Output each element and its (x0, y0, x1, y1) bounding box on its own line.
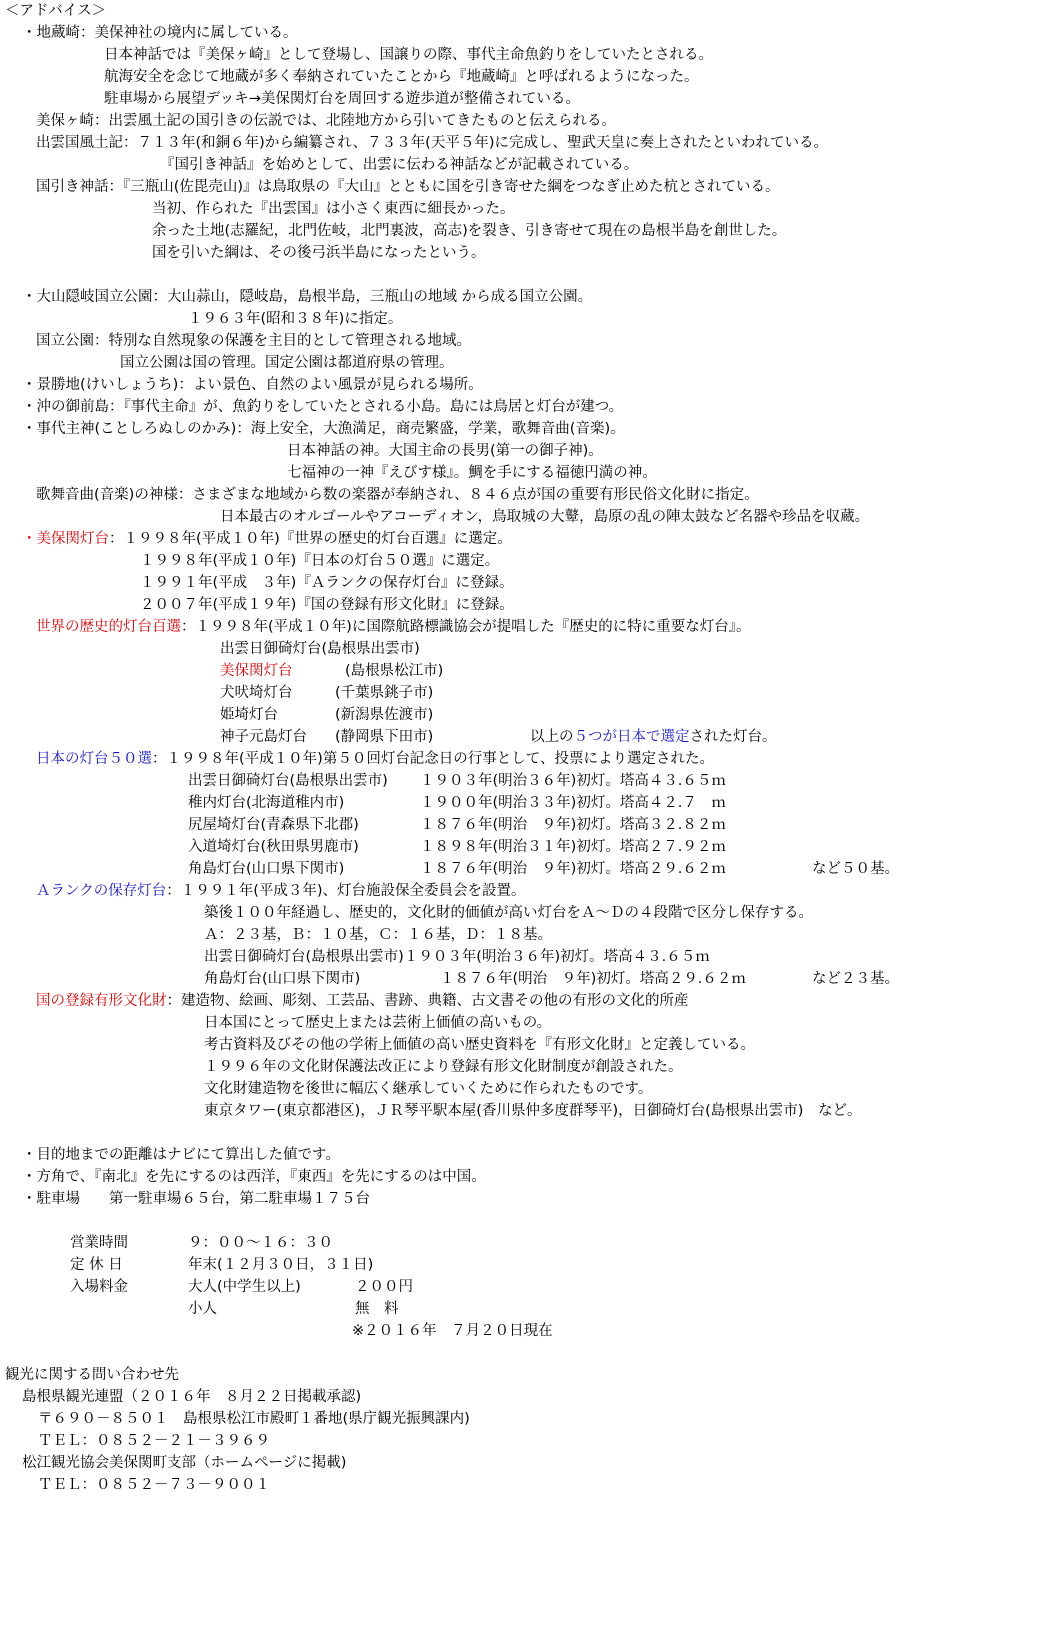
contact-org-2: 松江観光協会美保関町支部（ホームページに掲載) (22, 1455, 347, 1471)
direction-note: ・方角で、『南北』を先にするのは西洋，『東西』を先にするのは中国。 (22, 1169, 486, 1185)
park-line-4: 国立公園は国の管理。国定公園は都道府県の管理。 (120, 355, 454, 371)
arank-line-5-info: １８７６年(明治 ９年)初灯。塔高２９.６２ｍ (440, 971, 746, 987)
hyakusen-item-location: (静岡県下田市) (335, 729, 434, 745)
gojusen-row-name: 出雲日御碕灯台(島根県出雲市) (188, 773, 388, 789)
kotoshiro-line-2: 日本神話の神。大国主命の長男(第一の御子神)。 (287, 443, 603, 459)
fee-adult-value: ２００円 (355, 1279, 413, 1295)
arank-tail: など２３基。 (812, 971, 899, 987)
parking-note: ・駐車場 第一駐車場６５台，第二駐車場１７５台 (22, 1191, 370, 1207)
okinomimae-line: ・沖の御前島：『事代主命』が、魚釣りをしていたとされる小島。島には鳥居と灯台が建つ。 (22, 399, 624, 415)
arank-line-2: 築後１００年経過し、歴史的，文化財的価値が高い灯台をＡ～Ｄの４段階で区分し保存する。 (204, 905, 813, 921)
fee-adult-label: 大人(中学生以上) (188, 1279, 301, 1295)
mihonoseki-text-1: ：１９９８年(平成１０年)『世界の歴史的灯台百選』に選定。 (109, 531, 512, 547)
jizo-line-4: 駐車場から展望デッキ→美保関灯台を周回する遊歩道が整備されている。 (104, 91, 580, 107)
mihonoseki-line-2: １９９８年(平成１０年)『日本の灯台５０選』に選定。 (140, 553, 500, 569)
mihonoseki-line-1 (22, 528, 512, 550)
gojusen-row-name: 稚内灯台(北海道稚内市) (188, 795, 345, 811)
contact-title: 観光に関する問い合わせ先 (5, 1367, 179, 1383)
arank-text-1: ：１９９１年(平成３年)、灯台施設保全委員会を設置。 (166, 883, 526, 899)
hyakusen-note (530, 726, 777, 748)
gojusen-row-info: １８９８年(明治３１年)初灯。塔高２７.９２ｍ (420, 839, 726, 855)
kabu-line-1: 歌舞音曲(音楽)の神様：さまざまな地域から数の楽器が奉納され、８４６点が国の重要有形民俗文化財に指定。 (36, 487, 759, 503)
mihonoseki-label: ・美保関灯台 (22, 531, 109, 547)
hyakusen-text-1: ：１９９８年(平成１０年)に国際航路標識協会が提唱した『歴史的に特に重要な灯台』。 (181, 619, 751, 635)
kunibiki-line-1: 国引き神話：『三瓶山(佐毘売山)』は鳥取県の『大山』とともに国を引き寄せた綱をつなぎ止めた杭とされている。 (36, 179, 780, 195)
as-of-date: ※２０１６年 ７月２０日現在 (352, 1323, 553, 1339)
gojusen-label: 日本の灯台５０選 (36, 751, 152, 767)
kunibiki-line-2: 当初、作られた『出雲国』は小さく東西に細長かった。 (152, 201, 515, 217)
mihonoseki-line-4: ２００７年(平成１９年)『国の登録有形文化財』に登録。 (140, 597, 514, 613)
hyakusen-item-location: (新潟県佐渡市) (335, 707, 434, 723)
kunibiki-line-4: 国を引いた綱は、その後弓浜半島になったという。 (152, 245, 486, 261)
arank-line-1 (36, 880, 526, 902)
kunibiki-line-3: 余った土地(志羅紀，北門佐岐，北門裏波，高志)を裂き、引き寄せて現在の島根半島を創世した。 (152, 223, 787, 239)
gojusen-row-name: 尻屋埼灯台(青森県下北郡) (188, 817, 359, 833)
contact-tel-2: ＴＥＬ：０８５２－７３－９００１ (38, 1477, 270, 1493)
advice-header: ＜アドバイス＞ (5, 3, 107, 19)
gojusen-row-info: １８７６年(明治 ９年)初灯。塔高２９.６２ｍ (420, 861, 726, 877)
arank-line-3: Ａ：２３基，Ｂ：１０基，Ｃ：１６基，Ｄ：１８基。 (204, 927, 552, 943)
mihogasaki-line: 美保ヶ崎：出雲風土記の国引きの伝説では、北陸地方から引いてきたものと伝えられる。 (36, 113, 616, 129)
hyakusen-item: 犬吠埼灯台 (220, 685, 293, 701)
hyakusen-label: 世界の歴史的灯台百選 (36, 619, 181, 635)
gojusen-row-info: １９０３年(明治３６年)初灯。塔高４３.６５ｍ (420, 773, 726, 789)
jizo-line-1: ・地蔵崎：美保神社の境内に属している。 (22, 25, 298, 41)
gojusen-row-info: １８７６年(明治 ９年)初灯。塔高３２.８２ｍ (420, 817, 726, 833)
kotoshiro-line-1: ・事代主神(ことしろぬしのかみ)：海上安全，大漁満足，商売繁盛，学業，歌舞音曲(音楽)。 (22, 421, 625, 437)
arank-label: Ａランクの保存灯台 (36, 883, 167, 899)
hyakusen-note-highlight: ５つが日本で選定 (573, 729, 690, 745)
gojusen-text-1: ：１９９８年(平成１０年)第５０回灯台記念日の行事として、投票により選定された。 (152, 751, 715, 767)
bunkazai-label: 国の登録有形文化財 (36, 993, 167, 1009)
gojusen-row-info: １９００年(明治３３年)初灯。塔高４２.７ ｍ (420, 795, 726, 811)
park-line-2: １９６３年(昭和３８年)に指定。 (188, 311, 403, 327)
contact-tel-1: ＴＥＬ：０８５２－２１－３９６９ (38, 1433, 270, 1449)
bunkazai-line-3: 考古資料及びその他の学術上価値の高い歴史資料を『有形文化財』と定義している。 (204, 1037, 755, 1053)
gojusen-tail: など５０基。 (812, 861, 899, 877)
bunkazai-line-6: 東京タワー(東京都港区)，ＪＲ琴平駅本屋(香川県仲多度群琴平)，日御碕灯台(島根県出雲市) など。 (204, 1103, 862, 1119)
gojusen-row-name: 入道埼灯台(秋田県男鹿市) (188, 839, 359, 855)
kabu-line-2: 日本最古のオルゴールやアコーディオン，鳥取城の大鼙，島原の乱の陣太鼓など名器や珍品を収蔵。 (220, 509, 870, 525)
gojusen-row-name: 角島灯台(山口県下関市) (188, 861, 345, 877)
jizo-line-2: 日本神話では『美保ヶ崎』として登場し、国譲りの際、事代主命魚釣りをしていたとされる。 (104, 47, 713, 63)
jizo-line-3: 航海安全を念じて地蔵が多く奉納されていたことから『地蔵崎』と呼ばれるようになった。 (104, 69, 699, 85)
closed-value: 年末(１２月３０日，３１日) (188, 1257, 374, 1273)
hours-value: ９：００～１６：３０ (188, 1235, 333, 1251)
mihonoseki-line-3: １９９１年(平成 ３年)『Ａランクの保存灯台』に登録。 (140, 575, 514, 591)
fudoki-line-2: 『国引き神話』を始めとして、出雲に伝わる神話などが記載されている。 (160, 157, 639, 173)
bunkazai-line-5: 文化財建造物を後世に幅広く継承していくために作られたものです。 (204, 1081, 653, 1097)
hyakusen-item: 出雲日御碕灯台(島根県出雲市) (220, 641, 420, 657)
arank-line-4: 出雲日御碕灯台(島根県出雲市)１９０３年(明治３６年)初灯。塔高４３.６５ｍ (204, 949, 710, 965)
park-line-3: 国立公園：特別な自然現象の保護を主目的として管理される地域。 (36, 333, 471, 349)
hyakusen-item: 神子元島灯台 (220, 729, 307, 745)
fee-child-label: 小人 (188, 1301, 217, 1317)
contact-address-1: 〒６９０－８５０１ 島根県松江市殿町１番地(県庁観光振興課内) (38, 1411, 470, 1427)
bunkazai-line-1 (36, 990, 689, 1012)
closed-label: 定 休 日 (70, 1257, 123, 1273)
contact-org-1: 島根県観光連盟（２０１６年 ８月２２日掲載承認) (22, 1389, 362, 1405)
kotoshiro-line-3: 七福神の一神『えびす様』。鯛を手にする福徳円満の神。 (287, 465, 657, 481)
hyakusen-item-location: (千葉県銚子市) (335, 685, 434, 701)
hyakusen-note-pre: 以上の (530, 729, 574, 745)
hyakusen-note-post: された灯台。 (689, 729, 777, 745)
hyakusen-line-1 (36, 616, 751, 638)
bunkazai-line-4: １９９６年の文化財保護法改正により登録有形文化財制度が創設された。 (204, 1059, 683, 1075)
fudoki-line-1: 出雲国風土記：７１３年(和銅６年)から編纂され、７３３年(天平５年)に完成し、聖武天皇に奏上されたといわれている。 (36, 135, 828, 151)
hyakusen-item: 美保関灯台 (220, 663, 293, 679)
park-line-1: ・大山隠岐国立公園：大山蒜山，隠岐島，島根半島，三瓶山の地域 から成る国立公園。 (22, 289, 593, 305)
gojusen-line-1 (36, 748, 714, 770)
fee-child-value: 無 料 (355, 1301, 399, 1317)
keishochi-line: ・景勝地(けいしょうち)：よい景色、自然のよい風景が見られる場所。 (22, 377, 483, 393)
arank-line-5-name: 角島灯台(山口県下関市) (204, 971, 361, 987)
fee-label: 入場料金 (70, 1279, 128, 1295)
distance-note: ・目的地までの距離はナビにて算出した値です。 (22, 1147, 340, 1163)
hyakusen-item-location: (島根県松江市) (345, 663, 444, 679)
hours-label: 営業時間 (70, 1235, 128, 1251)
bunkazai-line-2: 日本国にとって歴史上または芸術上価値の高いもの。 (204, 1015, 552, 1031)
hyakusen-item: 姫埼灯台 (220, 707, 278, 723)
bunkazai-text-1: ：建造物、絵画、彫刻、工芸品、書跡、典籍、古文書その他の有形の文化的所産 (166, 993, 689, 1009)
